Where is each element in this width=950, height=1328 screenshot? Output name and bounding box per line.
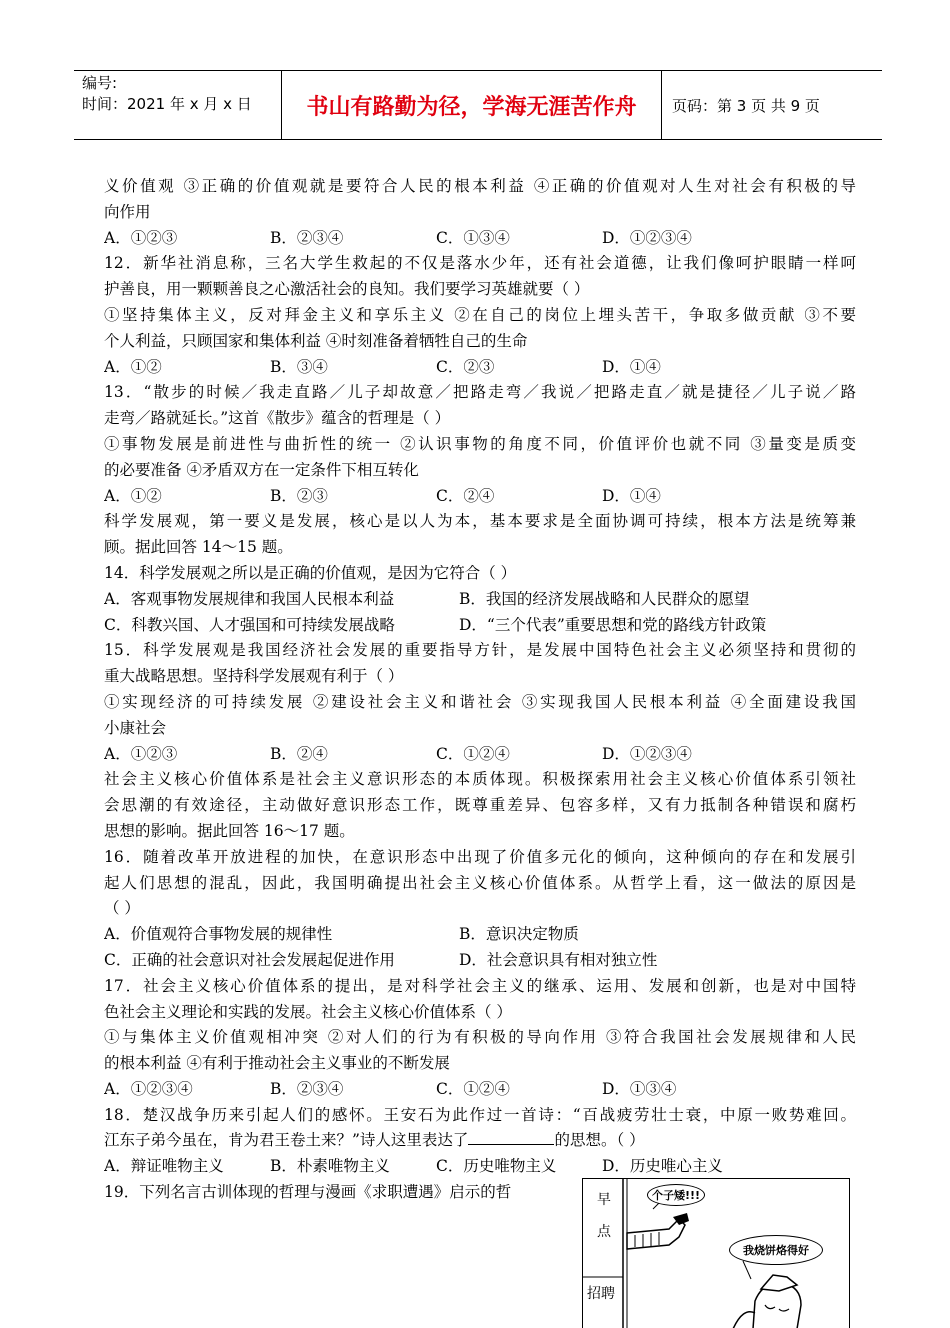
option-c: C．①②④ — [436, 1079, 510, 1098]
question-14: 14．科学发展观之所以是正确的价值观，是因为它符合（ ） — [104, 563, 517, 582]
text-line: 向作用 — [104, 202, 151, 221]
option-a: A．①② — [104, 486, 162, 505]
q18-text-before-blank: 江东子弟今虽在，肯为君王卷土来？”诗人这里表达了 — [104, 1131, 469, 1150]
text-line: 起人们思想的混乱，因此，我国明确提出社会主义核心价值体系。从哲学上看，这一做法的原因是 — [104, 873, 856, 892]
question-content — [104, 174, 856, 1206]
text-line — [104, 1128, 856, 1154]
option-d: D．①②③④ — [602, 744, 692, 763]
option-d: D．社会意识具有相对独立性 — [459, 950, 658, 969]
option-c: C．正确的社会意识对社会发展起促进作用 — [104, 950, 395, 969]
header-meta — [74, 71, 282, 139]
option-a: A．①②③ — [104, 228, 178, 247]
text-line: 思想的影响。据此回答 16～17 题。 — [104, 821, 355, 840]
text-line: 小康社会 — [104, 718, 167, 737]
option-b: B．②③ — [270, 486, 328, 505]
q15-options — [104, 742, 856, 768]
question-12: 12．新华社消息称，三名大学生救起的不仅是落水少年，还有社会道德，让我们像呵护眼睛一样呵 — [104, 254, 856, 273]
option-d: D．①④ — [602, 357, 661, 376]
option-a: A．辩证唯物主义 — [104, 1157, 224, 1176]
q16-options-ab — [104, 922, 856, 948]
text-line: 的根本利益 ④有利于推动社会主义事业的不断发展 — [104, 1054, 450, 1073]
option-a: A．价值观符合事物发展的规律性 — [104, 925, 333, 944]
q14-options-ab — [104, 587, 856, 613]
answer-blank — [468, 1130, 554, 1145]
speech-bubble-baker: 我烧饼烙得好 — [729, 1235, 823, 1265]
text-line: ①事物发展是前进性与曲折性的统一 ②认识事物的角度不同，价值评价也就不同 ③量变是质变 — [104, 434, 856, 453]
time-label: 时间：2021 年 x 月 x 日 — [82, 95, 252, 113]
question-18: 18．楚汉战争历来引起人们的感怀。王安石为此作过一首诗：“百战疲劳壮士衰，中原一败势难回。 — [104, 1105, 856, 1124]
text-line: ①实现经济的可持续发展 ②建设社会主义和谐社会 ③实现我国人民根本利益 ④全面建设我国 — [104, 692, 856, 711]
question-15: 15．科学发展观是我国经济社会发展的重要指导方针，是发展中国特色社会主义必须坚持和贯彻的 — [104, 641, 856, 660]
text-line: 义价值观 ③正确的价值观就是要符合人民的根本利益 ④正确的价值观对人生对社会有积极的导 — [104, 177, 856, 195]
option-d: D．“三个代表”重要思想和党的路线方针政策 — [459, 615, 767, 634]
q18-text-after-blank: 的思想。（ ） — [554, 1131, 645, 1150]
option-b: B．朴素唯物主义 — [270, 1157, 390, 1176]
option-b: B．②③④ — [270, 228, 344, 247]
q17-options — [104, 1077, 856, 1103]
number-label: 编号: — [82, 74, 118, 92]
q18-options — [104, 1154, 856, 1180]
question-17: 17．社会主义核心价值体系的提出，是对科学社会主义的继承、运用、发展和创新，也是对中国特 — [104, 976, 856, 995]
option-c: C．①③④ — [436, 228, 510, 247]
option-a: A．①② — [104, 357, 162, 376]
text-line: 个人利益，只顾国家和集体利益 ④时刻准备着牺牲自己的生命 — [104, 331, 528, 350]
option-d: D．①③④ — [602, 1079, 677, 1098]
sign-char-1: 早 — [597, 1192, 611, 1208]
text-line: 走弯／路就延长。”这首《散步》蕴含的哲理是（ ） — [104, 409, 451, 428]
option-b: B．②③④ — [270, 1079, 344, 1098]
option-c: C．②④ — [436, 486, 495, 505]
material-16-17: 社会主义核心价值体系是社会主义意识形态的本质体现。积极探索用社会主义核心价值体系引领社 — [104, 770, 856, 789]
header-motto: 书山有路勤为径，学海无涯苦作舟 — [282, 71, 662, 139]
text-line: 的必要准备 ④矛盾双方在一定条件下相互转化 — [104, 460, 419, 479]
text-line: 色社会主义理论和实践的发展。社会主义核心价值体系（ ） — [104, 1002, 512, 1021]
option-c: C．科教兴国、人才强国和可持续发展战略 — [104, 615, 395, 634]
question-19: 19．下列名言古训体现的哲理与漫画《求职遭遇》启示的哲 — [104, 1183, 512, 1202]
text-line: 会思潮的有效途径，主动做好意识形态工作，既尊重差异、包容多样，又有力抵制各种错误和腐朽 — [104, 796, 856, 815]
sign-char-2: 点 — [597, 1224, 611, 1240]
option-b: B．意识决定物质 — [459, 925, 579, 944]
page-header — [74, 70, 882, 140]
text-line: ①与集体主义价值观相冲突 ②对人们的行为有积极的导向作用 ③符合我国社会发展规律和人民 — [104, 1028, 856, 1047]
option-a: A．①②③④ — [104, 1079, 193, 1098]
q11-options — [104, 226, 856, 252]
option-c: C．②③ — [436, 357, 495, 376]
option-b: B．我国的经济发展战略和人民群众的愿望 — [459, 589, 750, 608]
speech-bubble-short: 个子矮!!! — [647, 1184, 705, 1206]
option-d: D．①④ — [602, 486, 661, 505]
job-hunting-cartoon — [582, 1178, 850, 1328]
text-line: 护善良，用一颗颗善良之心激活社会的良知。我们要学习英雄就要（ ） — [104, 280, 590, 299]
q16-options-cd — [104, 948, 856, 974]
q12-options — [104, 355, 856, 381]
text-line: ①坚持集体主义，反对拜金主义和享乐主义 ②在自己的岗位上埋头苦干，争取多做贡献 ③不要 — [104, 305, 856, 324]
option-c: C．历史唯物主义 — [436, 1157, 557, 1176]
option-d: D．历史唯心主义 — [602, 1157, 723, 1176]
text-line: 顾。据此回答 14～15 题。 — [104, 538, 293, 557]
question-13: 13．“散步的时候／我走直路／儿子却故意／把路走弯／我说／把路走直／就是捷径／儿子说／路 — [104, 383, 856, 402]
q14-options-cd — [104, 613, 856, 639]
page-info: 页码：第 3 页 共 9 页 — [672, 96, 820, 115]
option-a: A．客观事物发展规律和我国人民根本利益 — [104, 589, 395, 608]
question-16: 16．随着改革开放进程的加快，在意识形态中出现了价值多元化的倾向，这种倾向的存在和发展引 — [104, 847, 856, 866]
option-d: D．①②③④ — [602, 228, 692, 247]
text-line: 重大战略思想。坚持科学发展观有利于（ ） — [104, 667, 404, 686]
sign-bottom-text: 招聘 — [587, 1286, 615, 1302]
material-14-15: 科学发展观，第一要义是发展，核心是以人为本，基本要求是全面协调可持续，根本方法是统筹兼 — [104, 512, 856, 531]
text-line: （ ） — [104, 899, 140, 918]
option-b: B．②④ — [270, 744, 328, 763]
option-c: C．①②④ — [436, 744, 510, 763]
option-b: B．③④ — [270, 357, 328, 376]
q13-options — [104, 484, 856, 510]
option-a: A．①②③ — [104, 744, 178, 763]
